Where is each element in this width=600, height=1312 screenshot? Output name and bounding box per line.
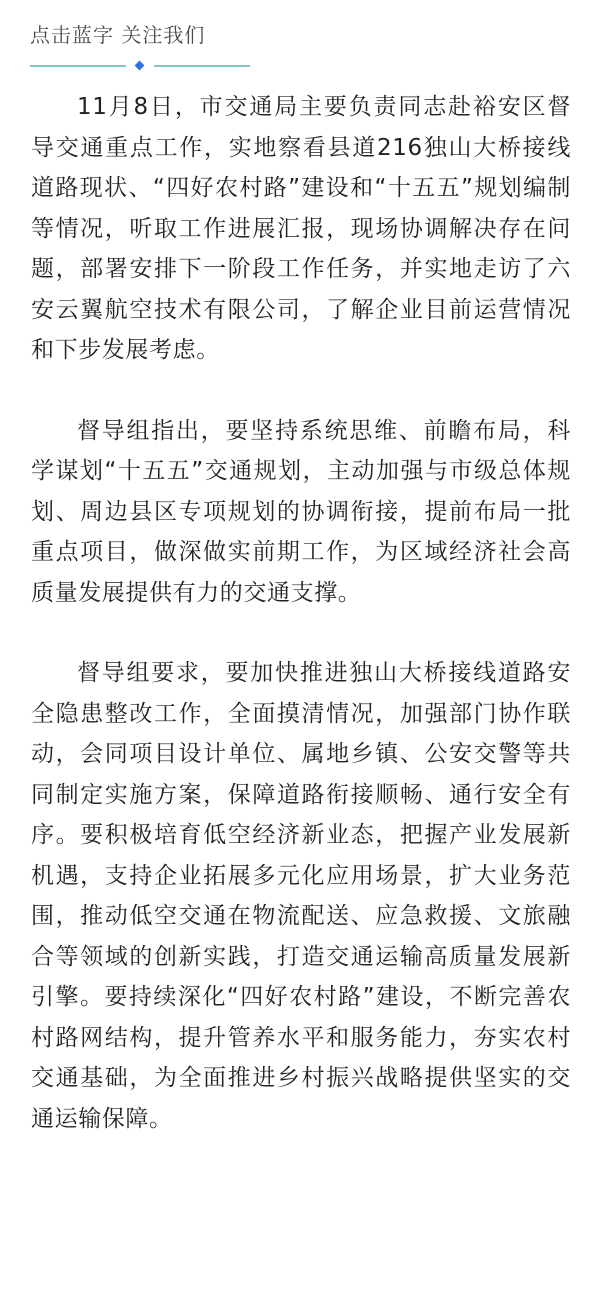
header-divider [30, 61, 250, 71]
follow-prompt-text[interactable]: 点击蓝字 关注我们 [30, 23, 206, 47]
article-paragraph: 督导组指出，要坚持系统思维、前瞻布局，科学谋划“十五五”交通规划，主动加强与市级总体规划、周边县区专项规划的协调衔接，提前布局一批重点项目，做深做实前期工作，为区域经济社会高质量发展提供有力的交通支撑。 [31, 417, 571, 606]
divider-line-left [30, 65, 126, 67]
divider-line-right [154, 65, 250, 67]
article-body [31, 87, 571, 1179]
diamond-icon [135, 61, 145, 71]
article-paragraph: 11月8日，市交通局主要负责同志赴裕安区督导交通重点工作，实地察看县道216独山大桥接线道路现状、“四好农村路”建设和“十五五”规划编制等情况，听取工作进展汇报，现场协调解决存在问题，部署安排下一阶段工作任务，并实地走访了六安云翼航空技术有限公司，了解企业目前运营情况和下步发展考虑。 [31, 94, 571, 363]
follow-header[interactable] [30, 18, 250, 68]
article-paragraph: 督导组要求，要加快推进独山大桥接线道路安全隐患整改工作，全面摸清情况，加强部门协作联动，会同项目设计单位、属地乡镇、公安交警等共同制定实施方案，保障道路衔接顺畅、通行安全有序。要积极培育低空经济新业态，把握产业发展新机遇，支持企业拓展多元化应用场景，扩大业务范围，推动低空交通在物流配送、应急救援、文旅融合等领域的创新实践，打造交通运输高质量发展新引擎。要持续深化“四好农村路”建设，不断完善农村路网结构，提升管养水平和服务能力，夯实农村交通基础，为全面推进乡村振兴战略提供坚实的交通运输保障。 [31, 660, 571, 1132]
